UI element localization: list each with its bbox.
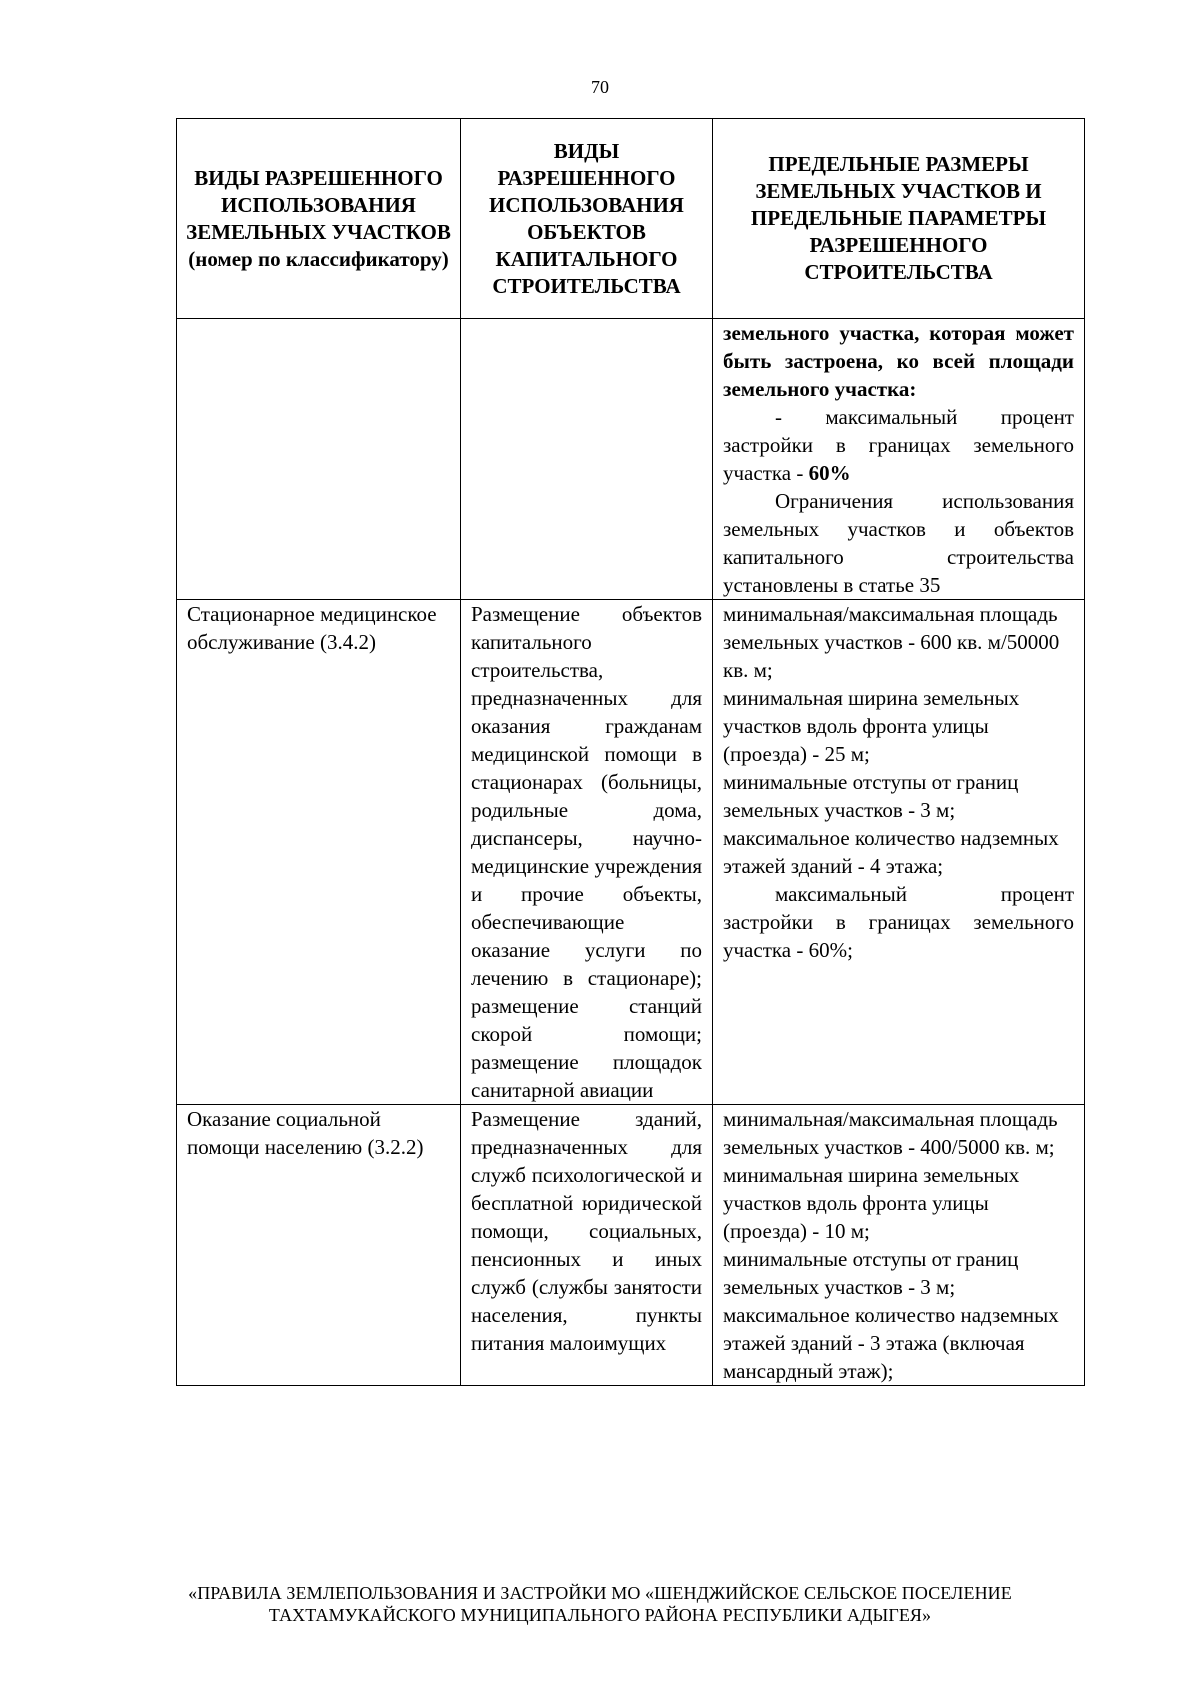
row1-param-area: минимальная/максимальная площадь земельных участков - 600 кв. м/50000 кв. м; [723,602,1060,682]
continuation-col2-empty [461,319,713,600]
continuation-bold-intro: земельного участка, которая может быть застроена, ко всей площади земельного участка: [723,321,1074,401]
continuation-percent-value: 60% [808,461,851,485]
page-number: 70 [591,77,609,97]
regulations-table [176,118,1085,1386]
footer-line-1: «ПРАВИЛА ЗЕМЛЕПОЛЬЗОВАНИЯ И ЗАСТРОЙКИ МО «ШЕНДЖИЙСКОЕ СЕЛЬСКОЕ ПОСЕЛЕНИЕ [188,1583,1012,1603]
footer-line-2: ТАХТАМУКАЙСКОГО МУНИЦИПАЛЬНОГО РАЙОНА РЕСПУБЛИКИ АДЫГЕЯ» [268,1605,932,1625]
row2-param-width: минимальная ширина земельных участков вдоль фронта улицы (проезда) - 10 м; [723,1163,1020,1243]
row1-params [713,600,1085,1105]
continuation-col1-empty [177,319,461,600]
row1-use-type: Стационарное медицинское обслуживание (3.4.2) [177,600,461,1105]
document-footer [100,1582,1100,1626]
header-land-use-types [177,119,461,319]
header-building-use-types-main: ВИДЫ РАЗРЕШЕННОГО ИСПОЛЬЗОВАНИЯ ОБЪЕКТОВ КАПИТАЛЬНОГО СТРОИТЕЛЬСТВА [489,138,684,298]
header-limit-parameters [713,119,1085,319]
row1-param-setbacks: минимальные отступы от границ земельных участков - 3 м; [723,770,1019,822]
row1-param-width: минимальная ширина земельных участков вдоль фронта улицы (проезда) - 25 м; [723,686,1020,766]
table-row [177,600,1085,1105]
row1-param-floors: максимальное количество надземных этажей зданий - 4 этажа; [723,826,1059,878]
header-land-use-types-main: ВИДЫ РАЗРЕШЕННОГО ИСПОЛЬЗОВАНИЯ ЗЕМЕЛЬНЫХ УЧАСТКОВ [186,165,451,244]
table-header [177,119,1085,319]
table-row [177,1105,1085,1386]
row1-description: Размещение объектов капитального строительства, предназначенных для оказания гражданам медицинской помощи в стационарах (больницы, родильные дома, диспансеры, научно-медицинские учреждения и прочие объекты, обеспечивающие оказание услуги по лечению в стационаре); размещение станций скорой помощи; размещение площадок санитарной авиации [461,600,713,1105]
row1-param-coverage: максимальный процент застройки в границах земельного участка - 60%; [723,882,1074,962]
row2-param-area: минимальная/максимальная площадь земельных участков - 400/5000 кв. м; [723,1107,1058,1159]
header-building-use-types [461,119,713,319]
header-land-use-types-sub: (номер по классификатору) [188,246,449,271]
table-row-continuation [177,319,1085,600]
continuation-percent-line [723,403,1074,487]
row2-use-type: Оказание социальной помощи населению (3.2.2) [177,1105,461,1386]
header-row [177,119,1085,319]
continuation-params-cell [713,319,1085,600]
row2-description: Размещение зданий, предназначенных для служб психологической и бесплатной юридической помощи, социальных, пенсионных и иных служб (службы занятости населения, пункты питания малоимущих [461,1105,713,1386]
continuation-restrictions: Ограничения использования земельных участков и объектов капитального строительства установлены в статье 35 [723,489,1074,597]
header-limit-parameters-main: ПРЕДЕЛЬНЫЕ РАЗМЕРЫ ЗЕМЕЛЬНЫХ УЧАСТКОВ И ПРЕДЕЛЬНЫЕ ПАРАМЕТРЫ РАЗРЕШЕННОГО СТРОИТЕЛЬСТВА [750,152,1047,284]
row2-params [713,1105,1085,1386]
row2-param-floors: максимальное количество надземных этажей зданий - 3 этажа (включая мансардный этаж); [723,1303,1059,1383]
row2-param-setbacks: минимальные отступы от границ земельных участков - 3 м; [723,1247,1019,1299]
continuation-percent-prefix: - максимальный процент застройки в границах земельного участка - [723,405,1074,485]
